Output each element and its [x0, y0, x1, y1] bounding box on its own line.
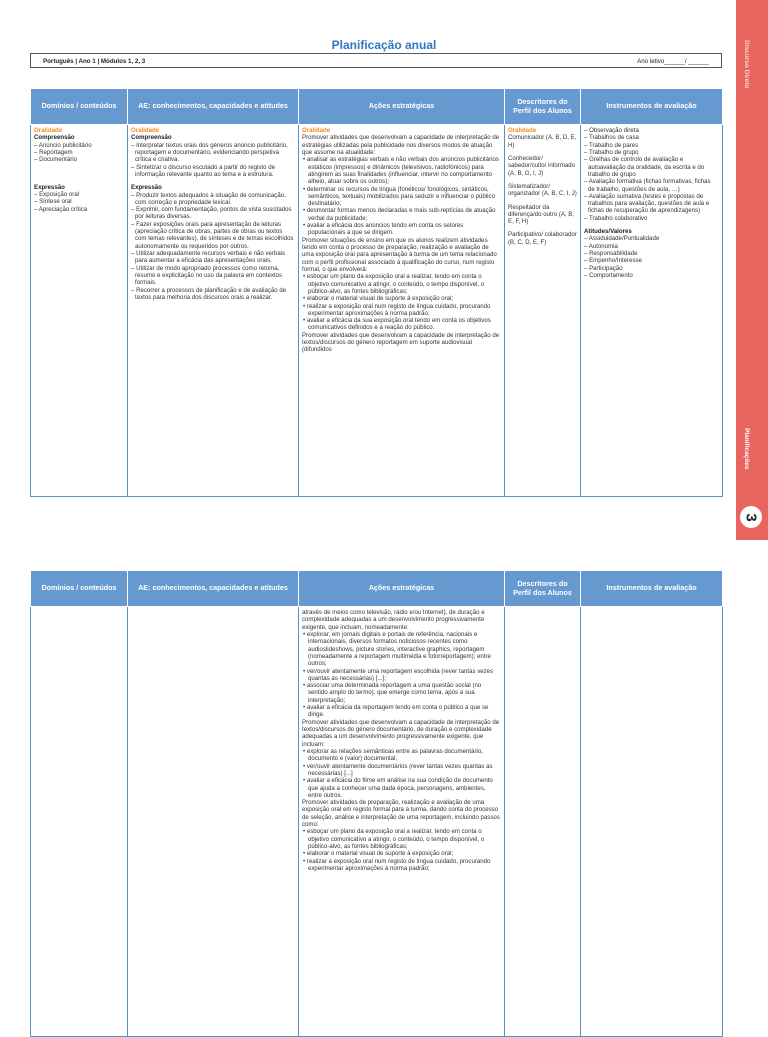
acoes-list-exposicao — [302, 828, 501, 872]
list-item: – Utilizar de modo apropriado processos como retoma, resumo e explicitação no uso da palavra em contextos formais. — [131, 265, 295, 287]
section-label-oralidade: Oralidade — [34, 127, 63, 134]
list-item: – Autonomia — [584, 243, 719, 250]
cell-descritores — [505, 125, 581, 497]
section-label-oralidade: Oralidade — [302, 127, 331, 134]
list-item: • ver/ouvir atentamente uma reportagem escolhida (rever tantas vezes quantas as necessárias) [...]; — [302, 668, 501, 683]
subsection-compreensao: Compreensão — [131, 134, 172, 142]
list-item: – Trabalhos de casa — [584, 134, 719, 141]
cell-acoes — [299, 125, 505, 497]
header-acoes: Ações estratégicas — [299, 89, 505, 125]
list-item: • avaliar a eficácia da sua exposição oral tendo em conta os objetivos comunicativos definidos e a reação do público. — [302, 317, 501, 332]
descritor-item: Sistematizador/ organizador (A, B, C, I, J) — [508, 182, 577, 198]
side-tab — [736, 0, 768, 540]
atitudes-list — [584, 235, 719, 279]
list-item: – Fazer exposições orais para apresentação de leituras (apreciação crítica de obras, partes de obras ou textos com temas relevantes), de sínteses e de temas escolhidos autonomamente ou requeridos por outros. — [131, 221, 295, 250]
header-dominios: Domínios / conteúdos — [31, 571, 128, 607]
instrumentos-list — [584, 127, 719, 222]
cell-dominios — [31, 125, 128, 497]
list-item: – Responsabilidade — [584, 250, 719, 257]
list-item: • avaliar a eficácia da reportagem tendo em conta o público a que se dirige. — [302, 704, 501, 719]
section-label-oralidade: Oralidade — [131, 127, 160, 134]
list-item: – Síntese oral — [34, 198, 124, 205]
paragraph: através de meios como televisão, rádio e/ou Internet), de duração e complexidade adequadas a um desenvolvimento progressivamente exigente, que incluam, nomeadamente: — [302, 609, 485, 631]
planning-table-1 — [30, 88, 723, 497]
list-item: • explorar, em jornais digitais e portais de referência, nacionais e internacionais, diversos formatos noticiosos recentes como audioslideshows, picture stories, interactive graphics, reportagem (nomeadamente a reportagem multimédia e fotorreportagem); entre outros; — [302, 631, 501, 668]
list-item: – Anúncio publicitário — [34, 142, 124, 149]
list-item: – Utilizar adequadamente recursos verbais e não verbais para aumentar a eficácia das apresentações orais. — [131, 250, 295, 265]
list-item: – Empenho/Interesse — [584, 257, 719, 264]
list-item: – Trabalho colaborativo — [584, 215, 719, 222]
ae-expressao-list — [131, 192, 295, 302]
paragraph: Promover atividades que desenvolvam a capacidade de interpretação de estratégias utilizadas pela publicidade nos diversos modos de atuação que assume na atualidade: — [302, 134, 500, 156]
table-row — [31, 125, 723, 497]
header-acoes: Ações estratégicas — [299, 571, 505, 607]
side-tab-discurso-label: Discurso Direto — [743, 40, 750, 89]
header-instrumentos: Instrumentos de avaliação — [581, 89, 723, 125]
list-item: – Avaliação formativa (fichas formativas, fichas de trabalho, questões de aula, …) — [584, 178, 719, 193]
list-item: • ver/ouvir atentamente documentários (rever tantas vezes quantas as necessárias) [...] — [302, 763, 501, 778]
list-item: – Apreciação crítica — [34, 206, 124, 213]
header-ae: AE: conhecimentos, capacidades e atitudes — [128, 89, 299, 125]
acoes-list-reportagem — [302, 631, 501, 719]
list-item: – Observação direta — [584, 127, 719, 134]
list-item: – Produzir textos adequados à situação de comunicação, com correção e propriedade lexical. — [131, 192, 295, 207]
list-item: • desmontar formas menos declaradas e mais sub-reptícias de atuação verbal da publicidade; — [302, 207, 501, 222]
subsection-compreensao: Compreensão — [34, 134, 75, 142]
subsection-expressao: Expressão — [34, 183, 65, 191]
header-ae: AE: conhecimentos, capacidades e atitudes — [128, 571, 299, 607]
compreensao-list — [34, 142, 124, 164]
subsection-atitudes: Atitudes/Valores — [584, 228, 632, 236]
expressao-list — [34, 191, 124, 213]
cell-instrumentos — [581, 125, 723, 497]
descritor-item: Comunicador (A, B, D, E, H) — [508, 134, 577, 149]
list-item: • esboçar um plano da exposição oral a realizar, tendo em conta o objetivo comunicativo a atingir, o conteúdo, o tempo disponível, o público-alvo, as fontes bibliográficas; — [302, 273, 501, 295]
list-item: • elaborar o material visual de suporte à exposição oral; — [302, 295, 501, 302]
paragraph: Promover atividades que desenvolvam a capacidade de interpretação de textos/discursos do género documentário, de duração e complexidade adequadas a um desenvolvimento progressivamente exigente, que incluam: — [302, 718, 500, 748]
list-item: • esboçar um plano da exposição oral a realizar, tendo em conta o objetivo comunicativo a atingir, o conteúdo, o tempo disponível, o público-alvo, as fontes bibliográficas; — [302, 828, 501, 850]
cell-dominios — [31, 607, 128, 1037]
cell-instrumentos — [581, 607, 723, 1037]
list-item: – Interpretar textos orais dos géneros anúncio publicitário, reportagem e documentário, evidenciando perspetiva crítica e criativa. — [131, 142, 295, 164]
table-header-row — [31, 89, 723, 125]
paragraph: Promover atividades que desenvolvam a capacidade de interpretação de textos/discursos do género reportagem em suporte audiovisual (difundidos — [302, 331, 500, 354]
list-item: – Comportamento — [584, 272, 719, 279]
table-header-row — [31, 571, 723, 607]
cell-ae — [128, 125, 299, 497]
header-descritores: Descritores do Perfil dos Alunos — [505, 571, 581, 607]
acoes-list-documentario — [302, 748, 501, 799]
list-item: – Assiduidade/Pontualidade — [584, 235, 719, 242]
course-info-bar — [30, 53, 722, 68]
paragraph: Promover situações de ensino em que os alunos realizem atividades tendo em conta o processo de preparação, realização e avaliação de uma exposição oral para apresentação à turma de um tema relacionado com o perfil profissional associado à qualificação do curso, num registo formal, o que envolverá: — [302, 236, 497, 273]
list-item: • realizar a exposição oral num registo de língua cuidado, procurando experimentar aproximações à norma padrão; — [302, 858, 501, 873]
cell-ae — [128, 607, 299, 1037]
list-item: • analisar as estratégias verbais e não verbais dos anúncios publicitários estáticos (impressos) e dinâmicos (televisivos, radiofónicos) para atingirem as suas finalidades (influenciar, intervir no comportamento alheio, atuar sobre os outros); — [302, 156, 501, 185]
header-instrumentos: Instrumentos de avaliação — [581, 571, 723, 607]
acoes-list-publicidade — [302, 156, 501, 236]
cell-acoes — [299, 607, 505, 1037]
table-row — [31, 607, 723, 1037]
side-tab-planificacoes-label: Planificações — [743, 428, 750, 470]
list-item: – Grelhas de controlo de avaliação e autoavaliação da oralidade, da escrita e do trabalho de grupo — [584, 156, 719, 178]
list-item: • avaliar a eficácia do filme em análise na sua condição de documento que ajuda a conhecer uma dada época, personagens, ambientes, entre outros. — [302, 777, 501, 799]
chapter-number-badge: 3 — [738, 504, 764, 530]
section-label-oralidade: Oralidade — [508, 127, 537, 134]
course-info: Português | Ano 1 | Módulos 1, 2, 3 — [43, 58, 146, 65]
page-title: Planificação anual — [331, 38, 437, 52]
list-item: – Trabalho de grupo — [584, 149, 719, 156]
list-item: • associar uma determinada reportagem a uma questão social (no sentido amplo do termo), que emerge como tema, após a sua interpretação; — [302, 682, 501, 704]
list-item: • avaliar a eficácia dos anúncios tendo em conta os setores populacionais a que se dirigem. — [302, 222, 501, 237]
list-item: • elaborar o material visual de suporte à exposição oral; — [302, 850, 501, 857]
paragraph: Promover atividades de preparação, realização e avaliação de uma exposição oral em registo formal para a turma, dando conta do processo de seleção, análise e interpretação de uma reportagem, incluindo passos como: — [302, 799, 500, 829]
list-item: – Recorrer a processos de planificação e de avaliação de textos para melhoria dos discursos orais a realizar. — [131, 287, 295, 302]
acoes-list-exposicao — [302, 273, 501, 332]
list-item: – Documentário — [34, 156, 124, 163]
school-year-field: Ano letivo______/ ______ — [637, 58, 709, 65]
descritor-item: Participativo/ colaborador (B, C, D, E, F) — [508, 231, 577, 246]
ae-compreensao-list — [131, 142, 295, 179]
list-item: – Sintetizar o discurso escutado a partir do registo de informação relevante quanto ao tema e à estrutura. — [131, 164, 295, 179]
list-item: • determinar os recursos de língua (fonéticos/ fonológicos, sintáticos, semânticos, textuais) mobilizados para seduzir e influenciar o público destinatário; — [302, 186, 501, 208]
subsection-expressao: Expressão — [131, 184, 162, 192]
list-item: • realizar a exposição oral num registo de língua cuidado, procurando experimentar aproximações à norma padrão; — [302, 303, 501, 318]
list-item: – Participação — [584, 265, 719, 272]
list-item: – Trabalho de pares — [584, 142, 719, 149]
cell-descritores — [505, 607, 581, 1037]
planning-table-2 — [30, 570, 723, 1037]
list-item: – Exposição oral — [34, 191, 124, 198]
list-item: • explorar as relações semânticas entre as palavras documentário, documento e (valor) documental; — [302, 748, 501, 763]
descritor-item: Respeitador da diferença/do outro (A, B, E, F, H) — [508, 203, 575, 226]
header-dominios: Domínios / conteúdos — [31, 89, 128, 125]
list-item: – Exprimir, com fundamentação, pontos de vista suscitados por leituras diversas. — [131, 206, 295, 221]
descritor-item: Conhecedor/ sabedor/culto/ informado (A, B, G, I, J) — [508, 154, 576, 177]
list-item: – Avaliação sumativa (testes e propostas de trabalhos para avaliação, questões de aula e fichas de recuperação de aprendizagens) — [584, 193, 719, 215]
list-item: – Reportagem — [34, 149, 124, 156]
header-descritores: Descritores do Perfil dos Alunos — [505, 89, 581, 125]
